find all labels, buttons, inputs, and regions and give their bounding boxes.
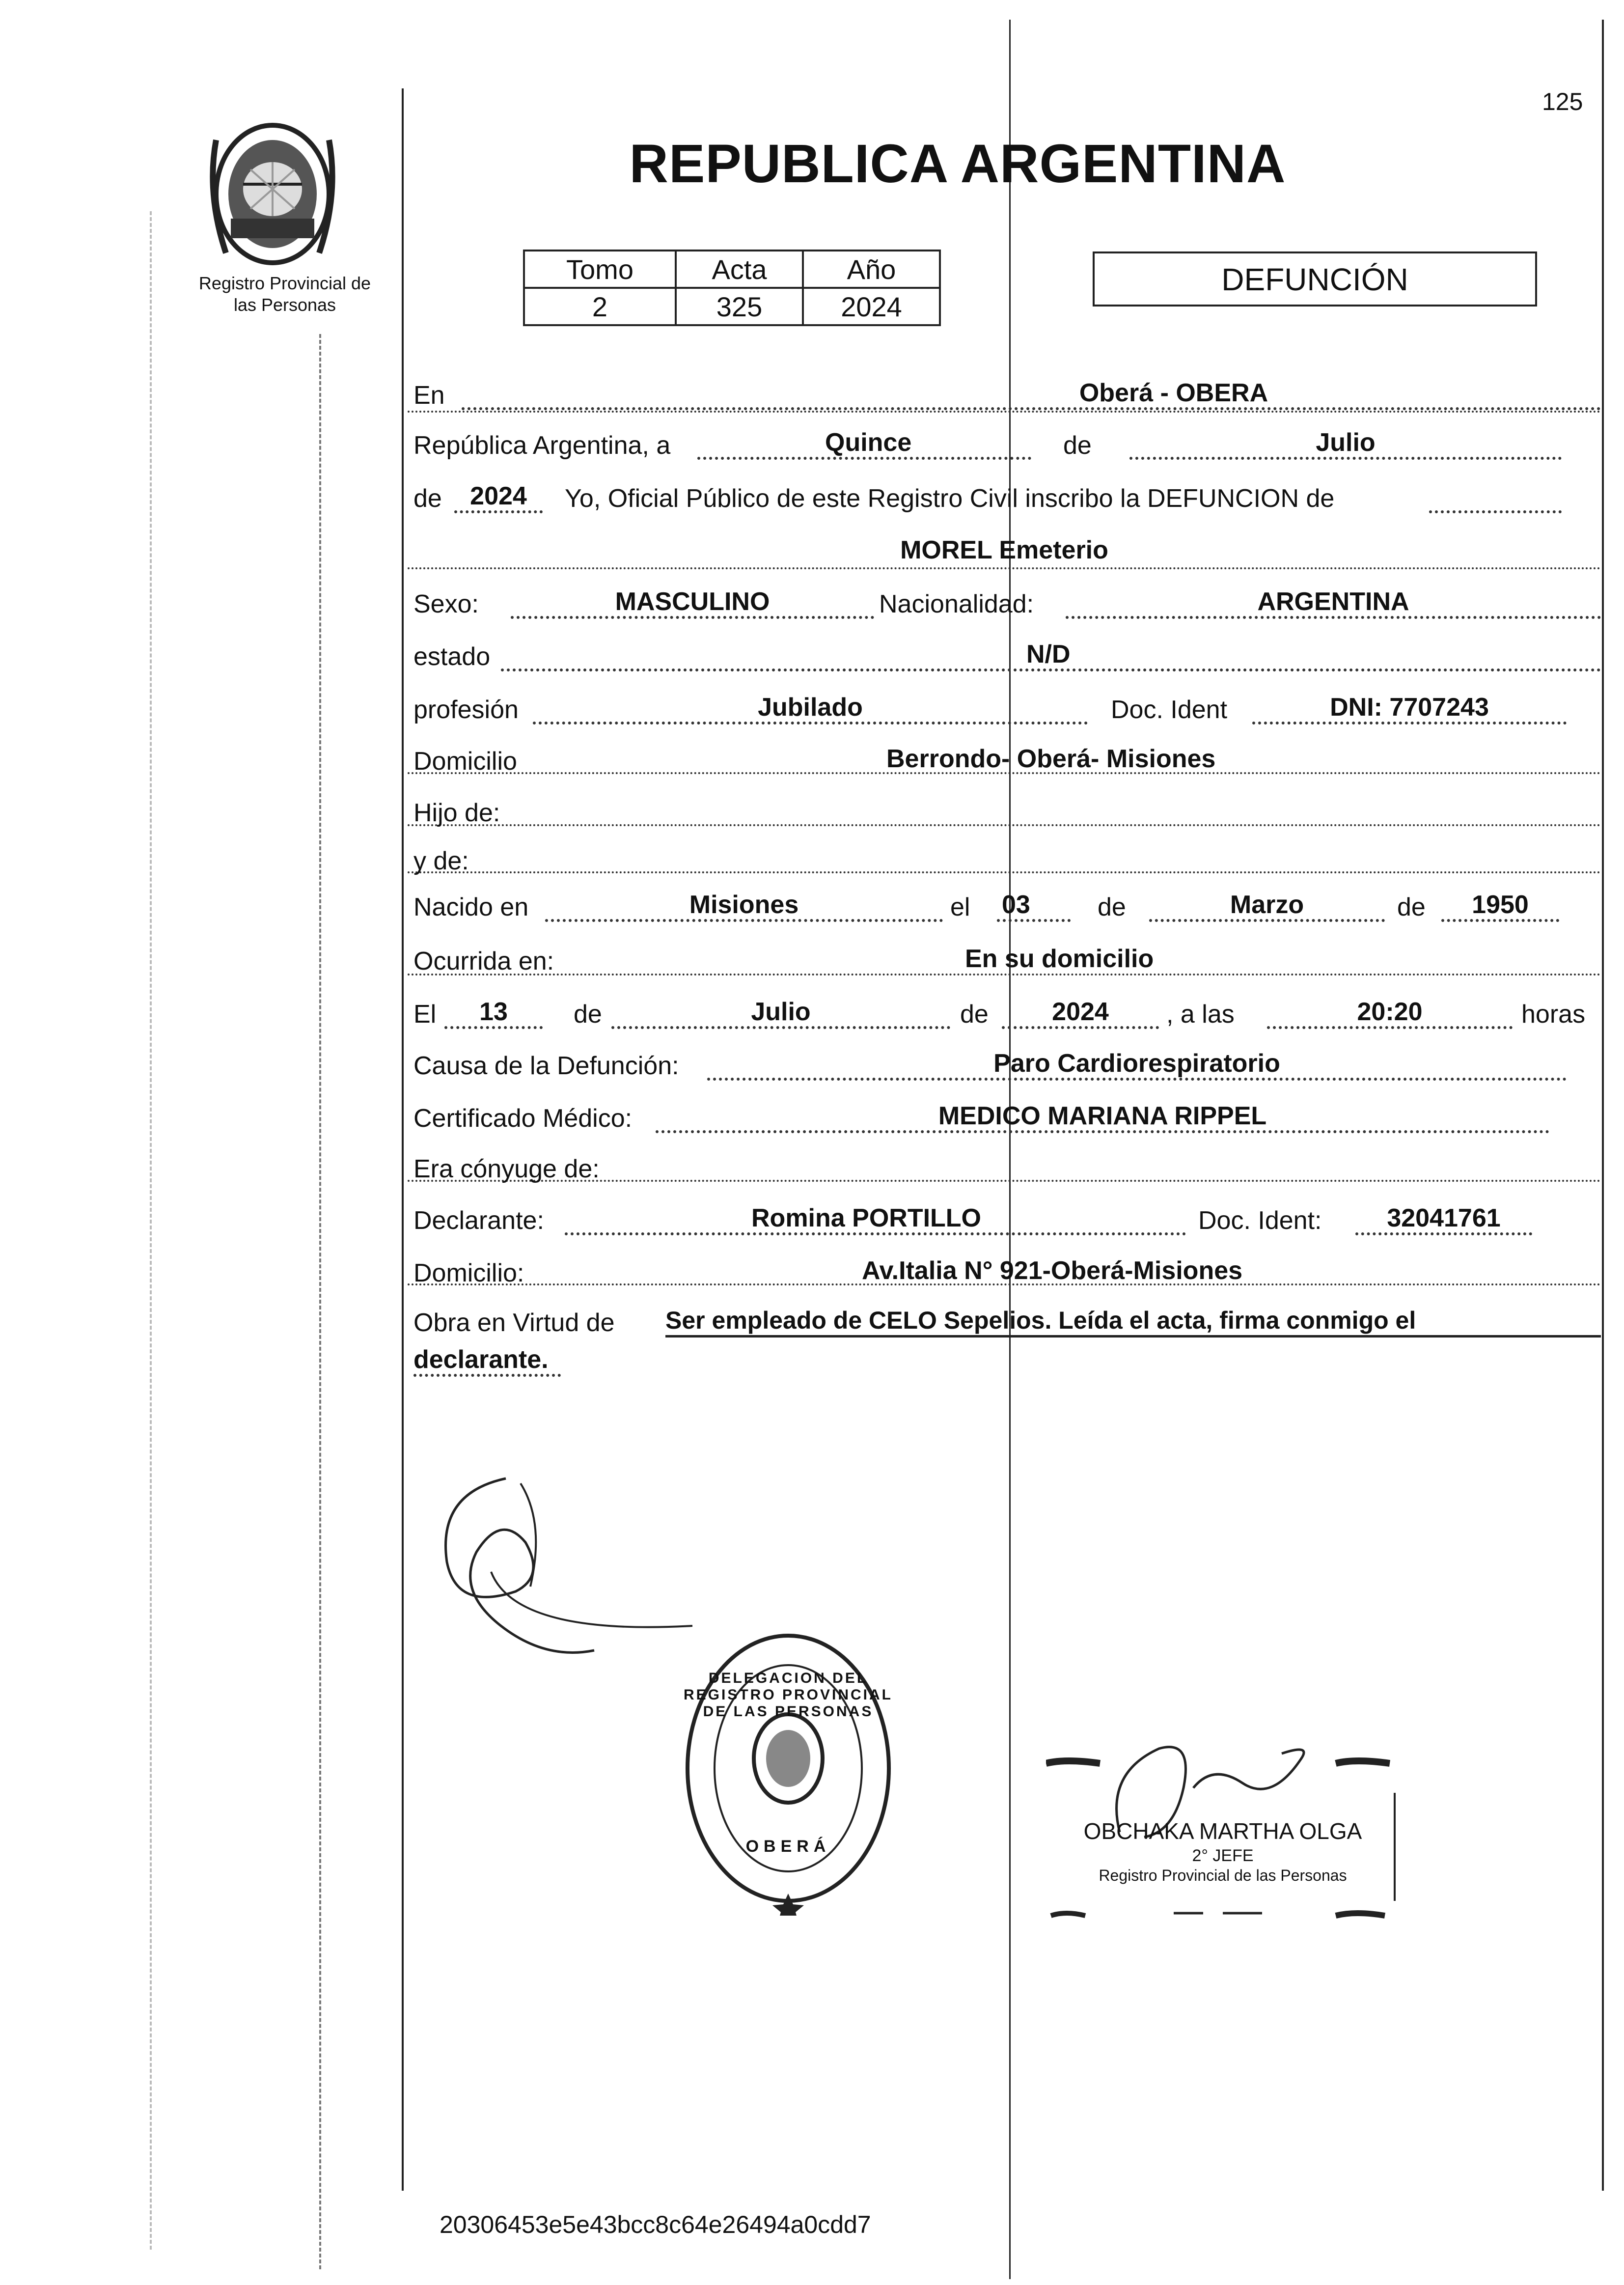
official-name: OBCHAKA MARTHA OLGA	[1083, 1818, 1362, 1844]
document-hash: 20306453e5e43bcc8c64e26494a0cdd7	[440, 2211, 871, 2238]
official-signature-block	[1046, 1734, 1400, 1925]
page-title: REPUBLICA ARGENTINA	[629, 134, 1286, 194]
declarante-label: Declarante:	[413, 1206, 544, 1235]
value-acta: 325	[676, 288, 803, 325]
el-label: el	[950, 893, 970, 921]
ocurrida-value: En su domicilio	[965, 945, 1154, 973]
certificado-label: Certificado Médico:	[413, 1104, 633, 1133]
handwritten-signature-icon	[417, 1464, 722, 1709]
nacionalidad-label: Nacionalidad:	[879, 590, 1034, 618]
seal-inner-text: OBERÁ	[745, 1837, 831, 1856]
death-year-value: 2024	[1002, 995, 1159, 1029]
place-value: Oberá - OBERA	[462, 376, 1601, 410]
header-acta: Acta	[676, 251, 803, 288]
separator	[408, 824, 1601, 826]
record-table	[523, 250, 941, 326]
header-tomo: Tomo	[524, 251, 676, 288]
profesion-value: Jubilado	[533, 690, 1088, 725]
de-label-6: de	[960, 1000, 989, 1029]
obra-line-1: Ser empleado de CELO Sepelios. Leída el acta, firma conmigo el	[665, 1303, 1601, 1338]
month-value: Julio	[1129, 425, 1562, 460]
fold-line	[1009, 20, 1011, 2279]
right-margin-line	[1602, 20, 1604, 2191]
declarante-value: Romina PORTILLO	[565, 1201, 1186, 1235]
record-type-box: DEFUNCIÓN	[1093, 251, 1537, 307]
death-time-value: 20:20	[1267, 995, 1513, 1029]
day-text-value: Quince	[697, 425, 1031, 460]
obra-line-2: declarante.	[413, 1342, 561, 1377]
left-margin-line	[402, 88, 404, 2191]
domicilio2-label: Domicilio:	[413, 1259, 524, 1287]
separator	[408, 411, 1601, 413]
conyuge-label: Era cónyuge de:	[413, 1155, 600, 1183]
ocurrida-label: Ocurrida en:	[413, 947, 554, 975]
doc2-value: 32041761	[1355, 1201, 1532, 1235]
separator	[408, 567, 1601, 569]
doc-label: Doc. Ident	[1111, 696, 1228, 724]
official-role: 2° JEFE	[1192, 1846, 1254, 1865]
yde-label: y de:	[413, 847, 469, 875]
page-number: 125	[1542, 88, 1583, 115]
misiones-province-crest-icon	[196, 111, 349, 273]
domicilio2-value: Av.Italia N° 921-Oberá-Misiones	[862, 1256, 1243, 1285]
hijo-label: Hijo de:	[413, 799, 500, 827]
birth-day-value: 03	[997, 888, 1071, 922]
doc-value: DNI: 7707243	[1252, 690, 1567, 725]
certificado-value: MEDICO MARIANA RIPPEL	[656, 1099, 1549, 1133]
de-label-4: de	[1397, 893, 1426, 921]
separator	[408, 871, 1601, 873]
death-month-value: Julio	[611, 995, 950, 1029]
death-day-value: 13	[444, 995, 543, 1029]
header-ano: Año	[803, 251, 940, 288]
nacido-value: Misiones	[545, 888, 943, 922]
causa-label: Causa de la Defunción:	[413, 1052, 679, 1080]
deceased-name-value: MOREL Emeterio	[900, 536, 1108, 564]
horas-label: horas	[1521, 1000, 1586, 1029]
en-label: En	[413, 381, 445, 410]
official-office: Registro Provincial de las Personas	[1099, 1867, 1347, 1884]
delegation-seal	[678, 1621, 899, 1916]
punch-line	[150, 211, 152, 2250]
profesion-label: profesión	[413, 696, 519, 724]
el2-label: El	[413, 1000, 437, 1029]
estado-value: N/D	[501, 637, 1601, 671]
value-ano: 2024	[803, 288, 940, 325]
de-label-2: de	[413, 484, 442, 513]
de-label-5: de	[574, 1000, 602, 1029]
alas-label: , a las	[1166, 1000, 1235, 1029]
cut-line	[319, 334, 321, 2269]
republic-label: República Argentina, a	[413, 431, 671, 460]
de-label-1: de	[1063, 431, 1092, 460]
sexo-value: MASCULINO	[511, 585, 874, 619]
birth-year-value: 1950	[1441, 888, 1559, 922]
doc2-label: Doc. Ident:	[1198, 1206, 1322, 1235]
seal-outer-text: DELEGACION DEL REGISTRO PROVINCIAL DE LAS PERSONAS	[683, 1670, 893, 1720]
value-tomo: 2	[524, 288, 676, 325]
year-value: 2024	[454, 479, 543, 513]
nacionalidad-value: ARGENTINA	[1066, 585, 1601, 619]
nacido-label: Nacido en	[413, 893, 529, 921]
registry-label: Registro Provincial de las Personas	[198, 273, 371, 315]
official-seal-icon	[678, 1621, 899, 1916]
estado-label: estado	[413, 642, 491, 671]
province-logo	[196, 111, 349, 273]
domicilio-label: Domicilio	[413, 747, 517, 776]
birth-month-value: Marzo	[1149, 888, 1385, 922]
declarant-signature	[417, 1464, 722, 1709]
obra-label: Obra en Virtud de	[413, 1309, 615, 1337]
sexo-label: Sexo:	[413, 590, 479, 618]
causa-value: Paro Cardiorespiratorio	[707, 1046, 1567, 1081]
trailing-blank	[1429, 479, 1562, 513]
official-text: Yo, Oficial Público de este Registro Civil inscribo la DEFUNCION de	[565, 484, 1335, 513]
domicilio-value: Berrondo- Oberá- Misiones	[886, 745, 1216, 773]
de-label-3: de	[1098, 893, 1126, 921]
